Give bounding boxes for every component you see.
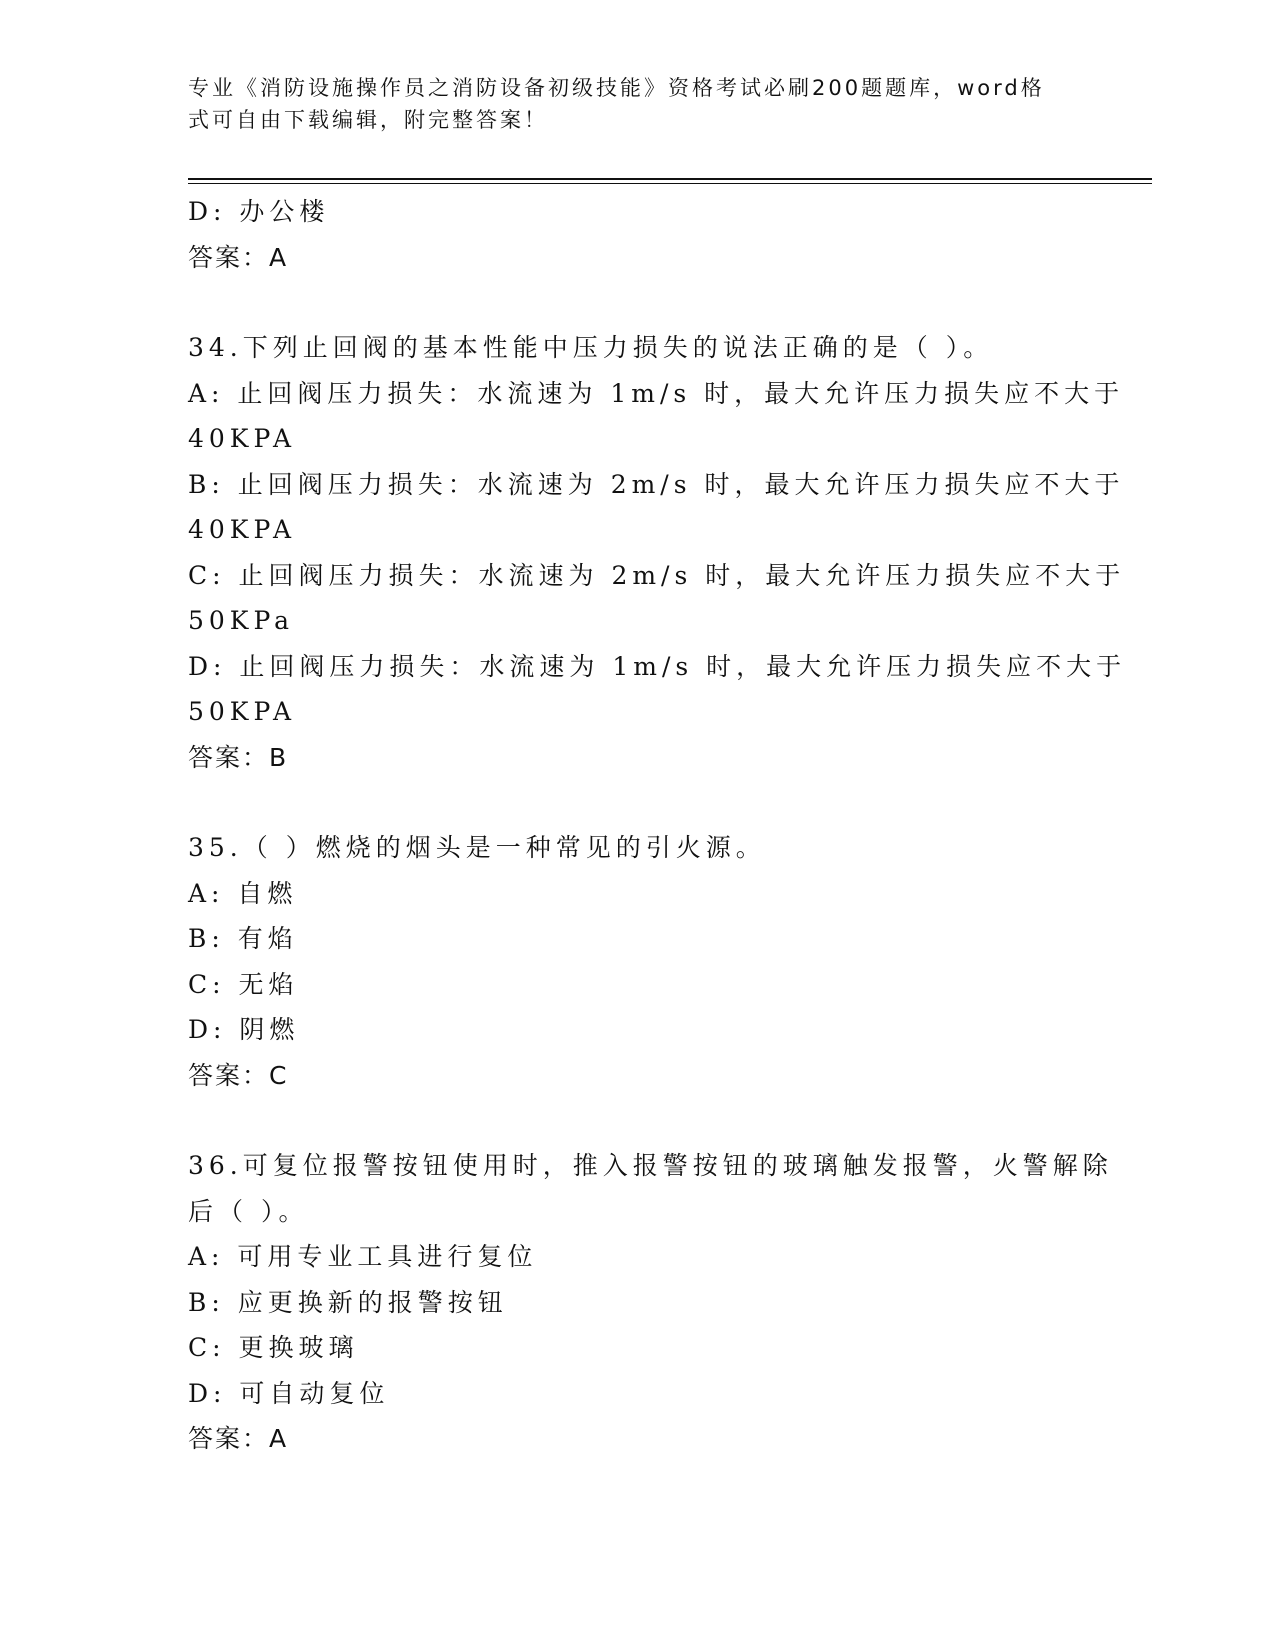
option-b: B: 止回阀压力损失：水流速为 2m/s 时，最大允许压力损失应不大于 (188, 469, 1125, 499)
option-b-continued: 40KPA (188, 515, 297, 544)
question-stem: 36.可复位报警按钮使用时，推入报警按钮的玻璃触发报警，火警解除 (188, 1151, 1113, 1180)
option-a: A: 可用专业工具进行复位 (188, 1242, 538, 1271)
document-header (188, 72, 1068, 136)
question-list (188, 189, 1127, 1462)
answer-line: 答案：A (188, 242, 289, 272)
question-stem-continued: 后（ ）。 (188, 1196, 309, 1226)
option-a: A: 自燃 (188, 878, 298, 908)
question-stem: 35.（ ）燃烧的烟头是一种常见的引火源。 (188, 833, 766, 862)
header-line-1: 专业《消防设施操作员之消防设备初级技能》资格考试必刷200题题库，word格 (188, 76, 1045, 100)
option-d: D: 可自动复位 (188, 1378, 390, 1408)
option-b: B: 应更换新的报警按钮 (188, 1287, 508, 1317)
header-divider-thin (188, 183, 1152, 184)
question-stem: 34.下列止回阀的基本性能中压力损失的说法正确的是（ ）。 (188, 333, 994, 362)
option-d: D: 办公楼 (188, 197, 330, 226)
option-c: C: 无焰 (188, 969, 299, 999)
previous-question-tail (188, 189, 1088, 280)
answer-line: 答案：A (188, 1424, 289, 1453)
option-a-continued: 40KPA (188, 424, 297, 453)
header-line-2: 式可自由下载编辑，附完整答案！ (188, 108, 548, 132)
option-a: A: 止回阀压力损失：水流速为 1m/s 时，最大允许压力损失应不大于 (188, 378, 1125, 408)
question-35 (188, 825, 1088, 1098)
header-divider-thick (188, 178, 1152, 180)
option-d: D: 止回阀压力损失：水流速为 1m/s 时，最大允许压力损失应不大于 (188, 651, 1127, 681)
option-c: C: 更换玻璃 (188, 1333, 359, 1362)
option-d-continued: 50KPA (188, 697, 297, 726)
option-d: D: 阴燃 (188, 1015, 300, 1044)
option-b: B: 有焰 (188, 924, 298, 953)
option-c: C: 止回阀压力损失：水流速为 2m/s 时，最大允许压力损失应不大于 (188, 560, 1126, 590)
answer-line: 答案：C (188, 1060, 289, 1090)
question-34 (188, 325, 1127, 780)
answer-line: 答案：B (188, 742, 289, 772)
option-c-continued: 50KPa (188, 606, 295, 635)
question-36 (188, 1143, 1113, 1462)
